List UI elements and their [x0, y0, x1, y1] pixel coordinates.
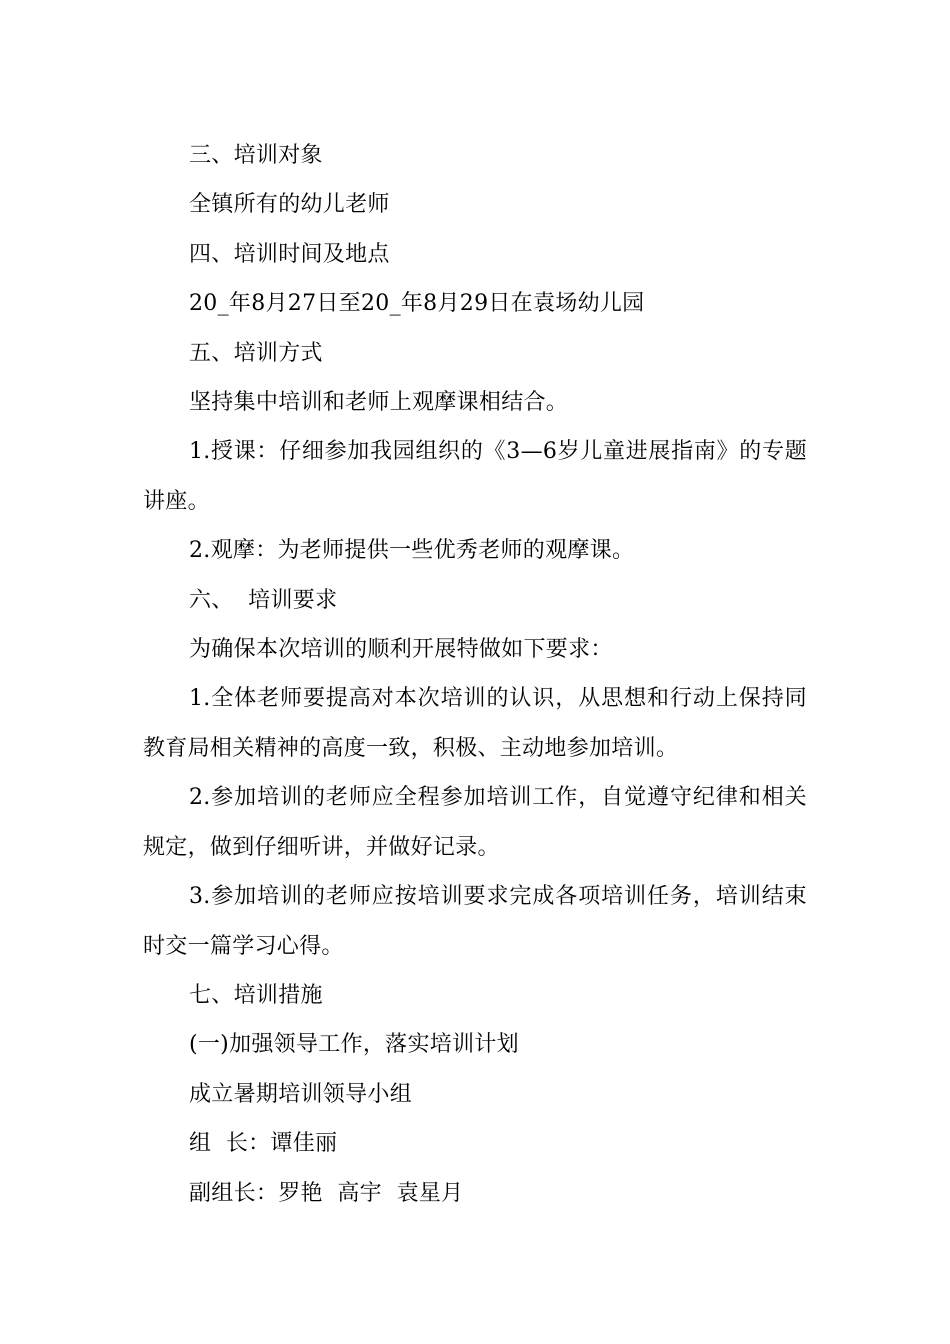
paragraph-requirement-1: 1.全体老师要提高对本次培训的认识，从思想和行动上保持同教育局相关精神的高度一致，积极、主动地参加培训。	[143, 686, 807, 761]
paragraph-training-target: 全镇所有的幼儿老师	[189, 192, 390, 218]
paragraph-time-place: 20_年8月27日至20_年8月29日在袁场幼儿园	[189, 291, 645, 317]
paragraph-training-method: 坚持集中培训和老师上观摩课相结合。	[189, 390, 569, 416]
section-heading-training-requirements: 六、 培训要求	[189, 587, 338, 613]
section-heading-training-target: 三、培训对象	[189, 143, 323, 168]
section-heading-training-method: 五、培训方式	[189, 340, 323, 366]
paragraph-observation: 2.观摩：为老师提供一些优秀老师的观摩课。	[189, 538, 635, 564]
paragraph-lecture: 1.授课：仔细参加我园组织的《3—6岁儿童进展指南》的专题讲座。	[143, 439, 807, 514]
section-heading-time-place: 四、培训时间及地点	[189, 241, 390, 267]
paragraph-requirement-3: 3.参加培训的老师应按培训要求完成各项培训任务，培训结束时交一篇学习心得。	[143, 884, 807, 959]
paragraph-group-leader: 组 长：谭佳丽	[189, 1131, 338, 1157]
section-heading-training-measures: 七、培训措施	[189, 982, 323, 1008]
paragraph-leadership-group: 成立暑期培训领导小组	[189, 1081, 413, 1107]
subheading-leadership: (一)加强领导工作，落实培训计划	[189, 1032, 519, 1058]
document-body	[143, 131, 807, 1218]
paragraph-deputy-leaders: 副组长：罗艳 高宇 袁星月	[189, 1180, 464, 1206]
paragraph-requirement-2: 2.参加培训的老师应全程参加培训工作，自觉遵守纪律和相关规定，做到仔细听讲，并做好记录。	[143, 785, 807, 860]
paragraph-requirements-intro: 为确保本次培训的顺利开展特做如下要求：	[189, 637, 613, 663]
